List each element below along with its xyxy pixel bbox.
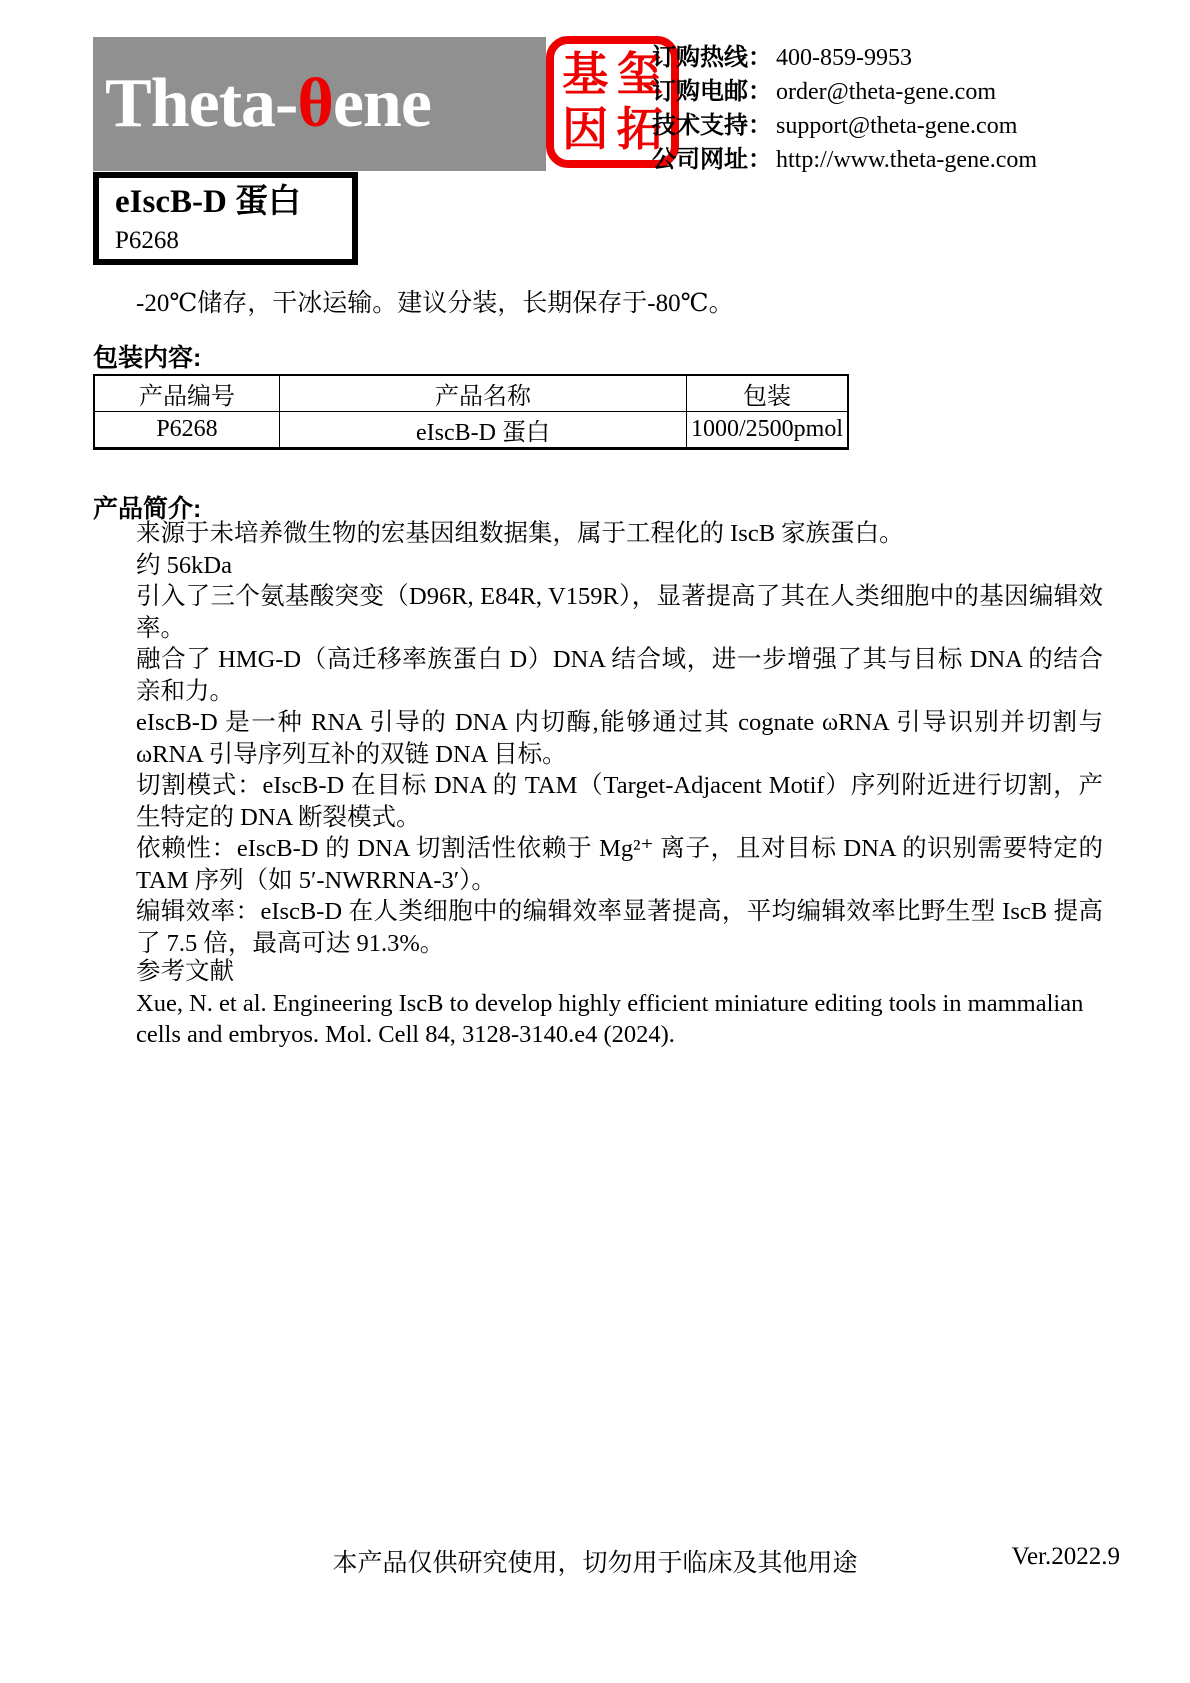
contact-support-email: [652, 109, 1037, 143]
intro-paragraph: 编辑效率：eIscB-D 在人类细胞中的编辑效率显著提高，平均编辑效率比野生型 IscB 提高了 7.5 倍，最高可达 91.3%。: [136, 898, 1103, 957]
logo-theta-glyph: θ: [297, 65, 333, 142]
contact-info: [652, 41, 1037, 177]
packaging-heading: 包装内容:: [93, 344, 202, 372]
cell-package: 1000/2500pmol: [687, 412, 849, 449]
seal-char: 因: [562, 103, 609, 155]
intro-paragraph: 来源于未培养微生物的宏基因组数据集，属于工程化的 IscB 家族蛋白。: [136, 520, 904, 547]
page-footer: [0, 1543, 1190, 1577]
contact-order-email: [652, 75, 1037, 109]
logo-text-post: ene: [332, 65, 431, 142]
logo-text-pre: Theta-: [105, 65, 298, 142]
seal-char: 拓: [616, 103, 663, 155]
references-section: [136, 956, 1103, 1051]
intro-paragraph: 引入了三个氨基酸突变（D96R, E84R, V159R），显著提高了其在人类细胞中的基因编辑效率。: [136, 583, 1103, 642]
column-header-product-name: 产品名称: [280, 375, 687, 412]
logo-wordmark: [105, 65, 431, 142]
table-header-row: [94, 375, 848, 412]
contact-support-email-value: support@theta-gene.com: [776, 113, 1018, 139]
contact-hotline-value: 400-859-9953: [776, 45, 912, 71]
seal-char: 基: [562, 48, 609, 100]
seal-char: 玺: [616, 48, 663, 100]
contact-hotline: [652, 41, 1037, 75]
intro-paragraph: 切割模式：eIscB-D 在目标 DNA 的 TAM（Target-Adjacent Motif）序列附近进行切割，产生特定的 DNA 断裂模式。: [136, 772, 1103, 831]
intro-paragraph: 依赖性：eIscB-D 的 DNA 切割活性依赖于 Mg²⁺ 离子，且对目标 DNA 的识别需要特定的 TAM 序列（如 5′-NWRRNA-3′）。: [136, 835, 1103, 894]
contact-website-label: 公司网址：: [652, 146, 772, 173]
column-header-product-code: 产品编号: [94, 375, 280, 412]
product-title: eIscB-D 蛋白: [115, 184, 302, 220]
contact-support-email-label: 技术支持：: [652, 112, 772, 139]
introduction-body: [136, 518, 1103, 959]
references-heading: 参考文献: [136, 958, 234, 985]
intro-paragraph: 融合了 HMG-D（高迁移率族蛋白 D）DNA 结合域，进一步增强了其与目标 DNA 的结合亲和力。: [136, 646, 1103, 705]
intro-paragraph: eIscB-D 是一种 RNA 引导的 DNA 内切酶,能够通过其 cognate ωRNA 引导识别并切割与ωRNA 引导序列互补的双链 DNA 目标。: [136, 709, 1103, 768]
storage-note: -20℃储存，干冰运输。建议分装，长期保存于-80℃。: [136, 290, 734, 317]
contact-order-email-label: 订购电邮：: [652, 78, 772, 105]
footer-version: Ver.2022.9: [1011, 1543, 1120, 1570]
footer-disclaimer: 本产品仅供研究使用，切勿用于临床及其他用途: [332, 1550, 858, 1577]
reference-item: Xue, N. et al. Engineering IscB to develop highly efficient miniature editing tools in mammalian cells and embryos. Mol. Cell 84, 3128-3140.e4 (2024).: [136, 989, 1084, 1048]
contact-website: [652, 143, 1037, 177]
packaging-table: [93, 374, 849, 450]
contact-hotline-label: 订购热线：: [652, 44, 772, 71]
cell-product-name: eIscB-D 蛋白: [280, 412, 687, 449]
table-row: [94, 412, 848, 449]
contact-order-email-value: order@theta-gene.com: [776, 79, 996, 105]
cell-product-code: P6268: [94, 412, 280, 449]
product-code: P6268: [115, 226, 179, 254]
introduction-heading: 产品简介:: [93, 495, 202, 523]
contact-website-value: http://www.theta-gene.com: [776, 147, 1038, 173]
company-logo: [93, 37, 546, 171]
intro-paragraph: 约 56kDa: [136, 551, 232, 579]
column-header-package: 包装: [687, 375, 849, 412]
product-title-box: [93, 172, 358, 265]
